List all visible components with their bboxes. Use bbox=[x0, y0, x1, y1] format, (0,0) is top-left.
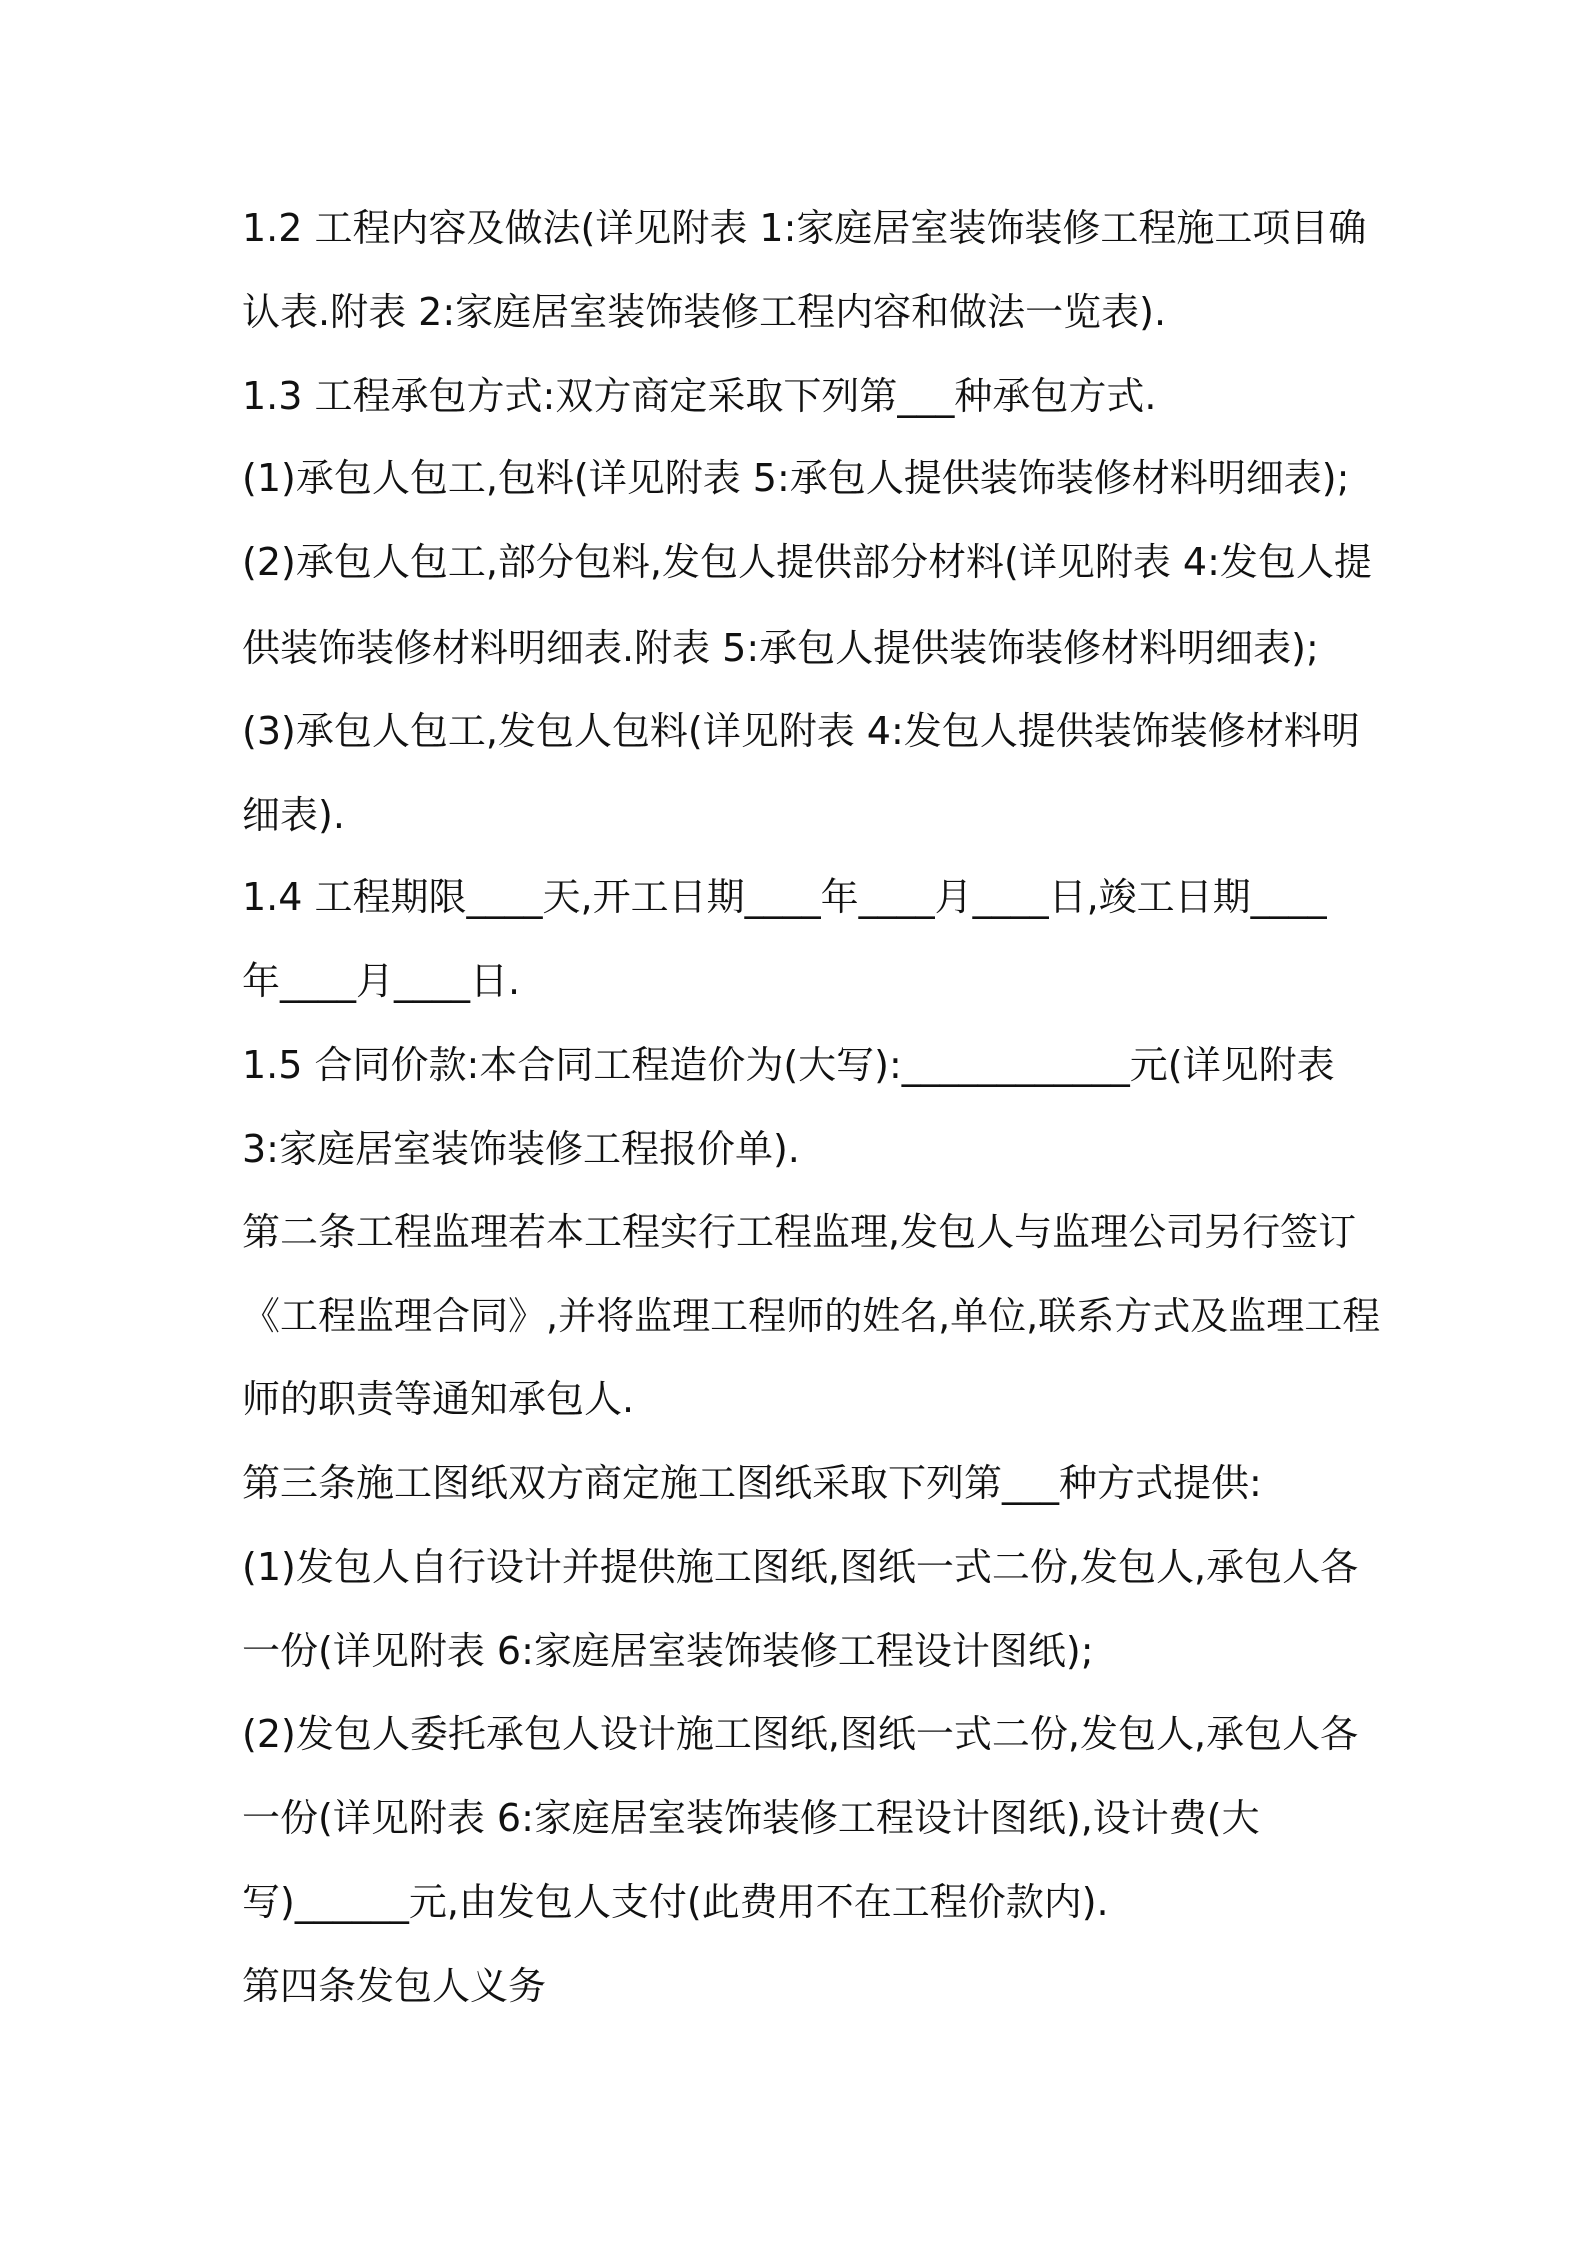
text-line: (1)发包人自行设计并提供施工图纸,图纸一式二份,发包人,承包人各 bbox=[242, 1545, 1359, 1589]
text-line: (2)发包人委托承包人设计施工图纸,图纸一式二份,发包人,承包人各 bbox=[242, 1712, 1359, 1756]
text-line: (1)承包人包工,包料(详见附表 5:承包人提供装饰装修材料明细表); bbox=[242, 456, 1350, 500]
text-line: (2)承包人包工,部分包料,发包人提供部分材料(详见附表 4:发包人提 bbox=[242, 540, 1372, 584]
text-line: 1.3 工程承包方式:双方商定采取下列第___种承包方式. bbox=[242, 374, 1157, 418]
section-heading: 第四条发包人义务 bbox=[242, 1964, 547, 2008]
text-line: 细表). bbox=[242, 793, 345, 837]
text-line: 3:家庭居室装饰装修工程报价单). bbox=[242, 1127, 800, 1171]
text-line: 写)______元,由发包人支付(此费用不在工程价款内). bbox=[242, 1880, 1109, 1924]
text-line: 师的职责等通知承包人. bbox=[242, 1377, 635, 1421]
text-line: 一份(详见附表 6:家庭居室装饰装修工程设计图纸); bbox=[242, 1629, 1094, 1673]
text-line: 第三条施工图纸双方商定施工图纸采取下列第___种方式提供: bbox=[242, 1461, 1262, 1505]
text-line: 供装饰装修材料明细表.附表 5:承包人提供装饰装修材料明细表); bbox=[242, 626, 1319, 670]
text-line: 第二条工程监理若本工程实行工程监理,发包人与监理公司另行签订 bbox=[242, 1210, 1357, 1254]
text-line: 一份(详见附表 6:家庭居室装饰装修工程设计图纸),设计费(大 bbox=[242, 1796, 1260, 1840]
text-line: (3)承包人包工,发包人包料(详见附表 4:发包人提供装饰装修材料明 bbox=[242, 709, 1360, 753]
text-line: 《工程监理合同》,并将监理工程师的姓名,单位,联系方式及监理工程 bbox=[242, 1294, 1381, 1338]
text-line: 认表.附表 2:家庭居室装饰装修工程内容和做法一览表). bbox=[242, 290, 1167, 334]
text-line: 1.2 工程内容及做法(详见附表 1:家庭居室装饰装修工程施工项目确 bbox=[242, 206, 1367, 250]
text-line: 1.4 工程期限____天,开工日期____年____月____日,竣工日期____ bbox=[242, 875, 1327, 919]
text-line: 1.5 合同价款:本合同工程造价为(大写):____________元(详见附表 bbox=[242, 1043, 1335, 1087]
text-line: 年____月____日. bbox=[242, 959, 521, 1003]
